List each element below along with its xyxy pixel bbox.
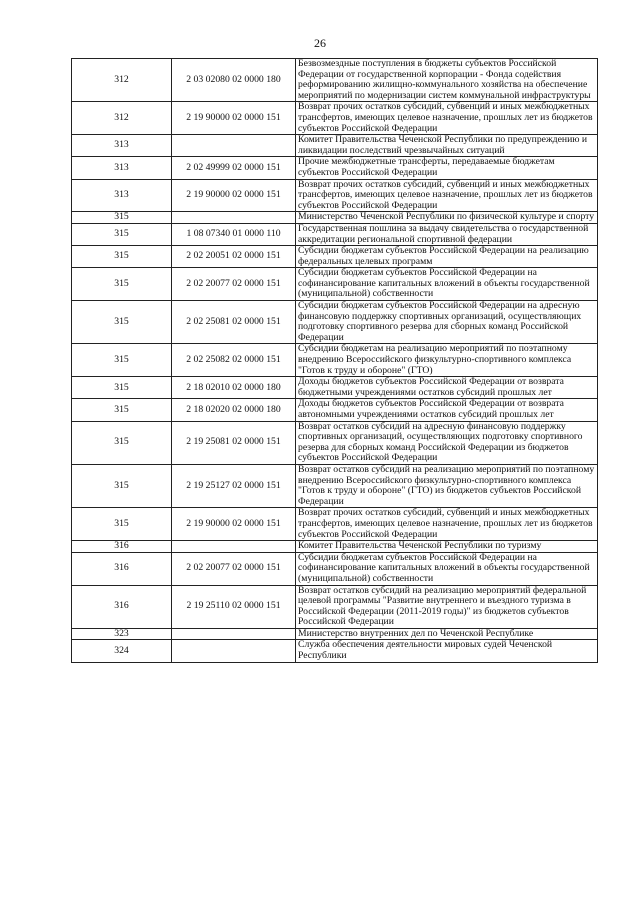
revenue-code-cell: 2 19 90000 02 0000 151 bbox=[172, 179, 296, 212]
revenue-name-cell: Возврат остатков субсидий на адресную финансовую поддержку спортивных организаций, осуществляющих подготовку спортивного резерва для сборных команд Российской Федерации из бюджетов субъектов Российской Федерации bbox=[296, 421, 598, 464]
administrator-code-cell: 315 bbox=[72, 344, 172, 377]
revenue-name-cell: Возврат остатков субсидий на реализацию мероприятий федеральной целевой программы "Развитие внутреннего и въездного туризма в Российской Федерации (2011-2019 годы)" из бюджетов субъектов Российской Федерации bbox=[296, 585, 598, 628]
revenue-code-cell: 2 03 02080 02 0000 180 bbox=[172, 59, 296, 102]
revenue-name-cell: Возврат прочих остатков субсидий, субвенций и иных межбюджетных трансфертов, имеющих целевое назначение, прошлых лет из бюджетов субъектов Российской Федерации bbox=[296, 508, 598, 541]
administrator-code-cell: 315 bbox=[72, 508, 172, 541]
revenue-code-cell bbox=[172, 135, 296, 157]
table-row bbox=[72, 246, 598, 268]
table-row bbox=[72, 59, 598, 102]
table-body bbox=[72, 59, 598, 663]
administrator-code-cell: 315 bbox=[72, 421, 172, 464]
revenue-code-cell: 2 19 90000 02 0000 151 bbox=[172, 508, 296, 541]
administrator-code-cell: 315 bbox=[72, 464, 172, 507]
administrator-code-cell: 316 bbox=[72, 585, 172, 628]
revenue-code-cell: 2 02 20077 02 0000 151 bbox=[172, 552, 296, 585]
table-row bbox=[72, 179, 598, 212]
revenue-code-cell: 2 19 25127 02 0000 151 bbox=[172, 464, 296, 507]
revenue-code-cell: 2 19 25081 02 0000 151 bbox=[172, 421, 296, 464]
administrator-code-cell: 313 bbox=[72, 179, 172, 212]
table-row bbox=[72, 628, 598, 640]
administrator-code-cell: 315 bbox=[72, 377, 172, 399]
administrator-code-cell: 315 bbox=[72, 212, 172, 224]
revenue-name-cell: Субсидии бюджетам субъектов Российской Федерации на адресную финансовую поддержку спортивных организаций, осуществляющих подготовку спортивного резерва для сборных команд Российской Федерации bbox=[296, 301, 598, 344]
revenue-name-cell: Безвозмездные поступления в бюджеты субъектов Российской Федерации от государственной корпорации - Фонда содействия реформированию жилищно-коммунального хозяйства на обеспечение мероприятий по модернизации систем коммунальной инфраструктуры bbox=[296, 59, 598, 102]
revenue-name-cell: Доходы бюджетов субъектов Российской Федерации от возврата бюджетными учреждениями остатков субсидий прошлых лет bbox=[296, 377, 598, 399]
revenue-name-cell: Служба обеспечения деятельности мировых судей Чеченской Республики bbox=[296, 640, 598, 662]
table-row bbox=[72, 541, 598, 553]
page-number: 26 bbox=[314, 36, 326, 50]
revenue-name-cell: Возврат остатков субсидий на реализацию мероприятий по поэтапному внедрению Всероссийского физкультурно-спортивного комплекса "Готов к труду и обороне" (ГТО) из бюджетов субъектов Российской Федерации bbox=[296, 464, 598, 507]
table-row bbox=[72, 508, 598, 541]
table-row bbox=[72, 135, 598, 157]
administrator-code-cell: 315 bbox=[72, 223, 172, 245]
administrator-code-cell: 312 bbox=[72, 59, 172, 102]
revenue-name-cell: Возврат прочих остатков субсидий, субвенций и иных межбюджетных трансфертов, имеющих целевое назначение, прошлых лет из бюджетов субъектов Российской Федерации bbox=[296, 179, 598, 212]
revenue-name-cell: Комитет Правительства Чеченской Республики по туризму bbox=[296, 541, 598, 553]
revenue-name-cell: Субсидии бюджетам субъектов Российской Федерации на реализацию федеральных целевых программ bbox=[296, 246, 598, 268]
table-row bbox=[72, 268, 598, 301]
revenue-name-cell: Субсидии бюджетам субъектов Российской Федерации на софинансирование капитальных вложений в объекты государственной (муниципальной) собственности bbox=[296, 268, 598, 301]
revenue-code-cell: 2 02 25082 02 0000 151 bbox=[172, 344, 296, 377]
administrator-code-cell: 315 bbox=[72, 301, 172, 344]
table-row bbox=[72, 421, 598, 464]
administrator-code-cell: 316 bbox=[72, 541, 172, 553]
administrator-code-cell: 315 bbox=[72, 246, 172, 268]
revenue-code-cell: 1 08 07340 01 0000 110 bbox=[172, 223, 296, 245]
table-row bbox=[72, 585, 598, 628]
administrator-code-cell: 323 bbox=[72, 628, 172, 640]
table-row bbox=[72, 399, 598, 421]
revenue-code-cell: 2 02 49999 02 0000 151 bbox=[172, 157, 296, 179]
table-row bbox=[72, 552, 598, 585]
administrator-code-cell: 313 bbox=[72, 157, 172, 179]
revenue-code-cell bbox=[172, 628, 296, 640]
table-row bbox=[72, 344, 598, 377]
table-row bbox=[72, 640, 598, 662]
table-row bbox=[72, 377, 598, 399]
revenue-name-cell: Комитет Правительства Чеченской Республики по предупреждению и ликвидации последствий чрезвычайных ситуаций bbox=[296, 135, 598, 157]
revenue-name-cell: Министерство внутренних дел по Чеченской Республике bbox=[296, 628, 598, 640]
revenue-name-cell: Возврат прочих остатков субсидий, субвенций и иных межбюджетных трансфертов, имеющих целевое назначение, прошлых лет из бюджетов субъектов Российской Федерации bbox=[296, 102, 598, 135]
administrator-code-cell: 315 bbox=[72, 399, 172, 421]
revenue-name-cell: Субсидии бюджетам на реализацию мероприятий по поэтапному внедрению Всероссийского физкультурно-спортивного комплекса "Готов к труду и обороне" (ГТО) bbox=[296, 344, 598, 377]
revenue-code-cell: 2 19 90000 02 0000 151 bbox=[172, 102, 296, 135]
table-row bbox=[72, 464, 598, 507]
revenue-code-cell bbox=[172, 640, 296, 662]
table-row bbox=[72, 301, 598, 344]
administrator-code-cell: 312 bbox=[72, 102, 172, 135]
revenue-name-cell: Субсидии бюджетам субъектов Российской Федерации на софинансирование капитальных вложений в объекты государственной (муниципальной) собственности bbox=[296, 552, 598, 585]
revenue-code-cell: 2 02 20077 02 0000 151 bbox=[172, 268, 296, 301]
revenue-code-cell: 2 18 02010 02 0000 180 bbox=[172, 377, 296, 399]
table-row bbox=[72, 223, 598, 245]
administrator-code-cell: 315 bbox=[72, 268, 172, 301]
revenue-code-cell: 2 02 20051 02 0000 151 bbox=[172, 246, 296, 268]
administrator-code-cell: 324 bbox=[72, 640, 172, 662]
revenue-code-cell: 2 19 25110 02 0000 151 bbox=[172, 585, 296, 628]
table-row bbox=[72, 157, 598, 179]
revenue-code-cell: 2 18 02020 02 0000 180 bbox=[172, 399, 296, 421]
revenue-name-cell: Государственная пошлина за выдачу свидетельства о государственной аккредитации региональной спортивной федерации bbox=[296, 223, 598, 245]
table-row bbox=[72, 212, 598, 224]
revenue-code-cell bbox=[172, 541, 296, 553]
budget-revenue-table bbox=[71, 58, 598, 663]
administrator-code-cell: 316 bbox=[72, 552, 172, 585]
revenue-code-cell bbox=[172, 212, 296, 224]
administrator-code-cell: 313 bbox=[72, 135, 172, 157]
table-row bbox=[72, 102, 598, 135]
revenue-name-cell: Прочие межбюджетные трансферты, передаваемые бюджетам субъектов Российской Федерации bbox=[296, 157, 598, 179]
revenue-code-cell: 2 02 25081 02 0000 151 bbox=[172, 301, 296, 344]
revenue-name-cell: Министерство Чеченской Республики по физической культуре и спорту bbox=[296, 212, 598, 224]
revenue-name-cell: Доходы бюджетов субъектов Российской Федерации от возврата автономными учреждениями остатков субсидий прошлых лет bbox=[296, 399, 598, 421]
